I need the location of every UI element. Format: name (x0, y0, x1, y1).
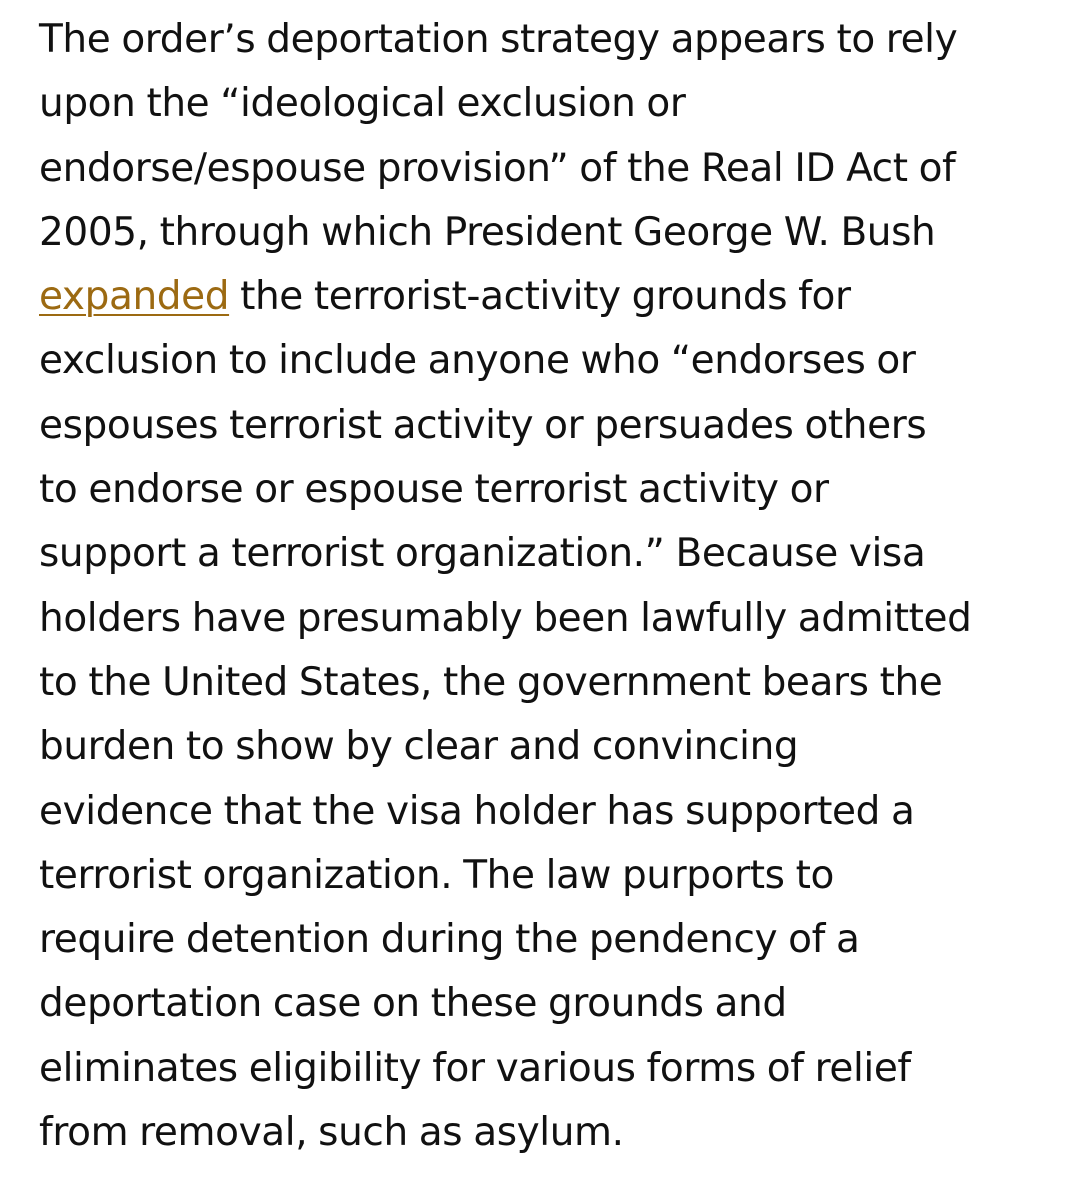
text-line: evidence that the visa holder has supported a (39, 788, 915, 834)
text-line: require detention during the pendency of a (39, 917, 860, 963)
text-line: burden to show by clear and convincing (39, 724, 799, 770)
text-line: exclusion to include anyone who “endorses or (39, 338, 916, 384)
text-segment: the terrorist-activity grounds for (229, 274, 851, 320)
text-line: The order’s deportation strategy appears to rely (39, 17, 958, 62)
text-line (39, 265, 1039, 329)
text-line: terrorist organization. The law purports to (39, 852, 834, 898)
text-line: upon the “ideological exclusion or (39, 81, 686, 127)
text-line: eliminates eligibility for various forms of relief (39, 1045, 911, 1091)
text-line: espouses terrorist activity or persuades others (39, 402, 927, 448)
text-line: endorse/espouse provision” of the Real ID Act of (39, 145, 956, 191)
text-line: to the United States, the government bears the (39, 659, 943, 705)
text-line: to endorse or espouse terrorist activity or (39, 467, 829, 513)
text-line: deportation case on these grounds and (39, 981, 787, 1027)
text-line: from removal, such as asylum. (39, 1110, 624, 1156)
text-line: support a terrorist organization.” Because visa (39, 531, 926, 577)
article-paragraph (39, 8, 1039, 1165)
text-line: holders have presumably been lawfully admitted (39, 595, 972, 641)
expanded-link[interactable]: expanded (39, 274, 230, 320)
text-line: 2005, through which President George W. Bush (39, 209, 936, 255)
